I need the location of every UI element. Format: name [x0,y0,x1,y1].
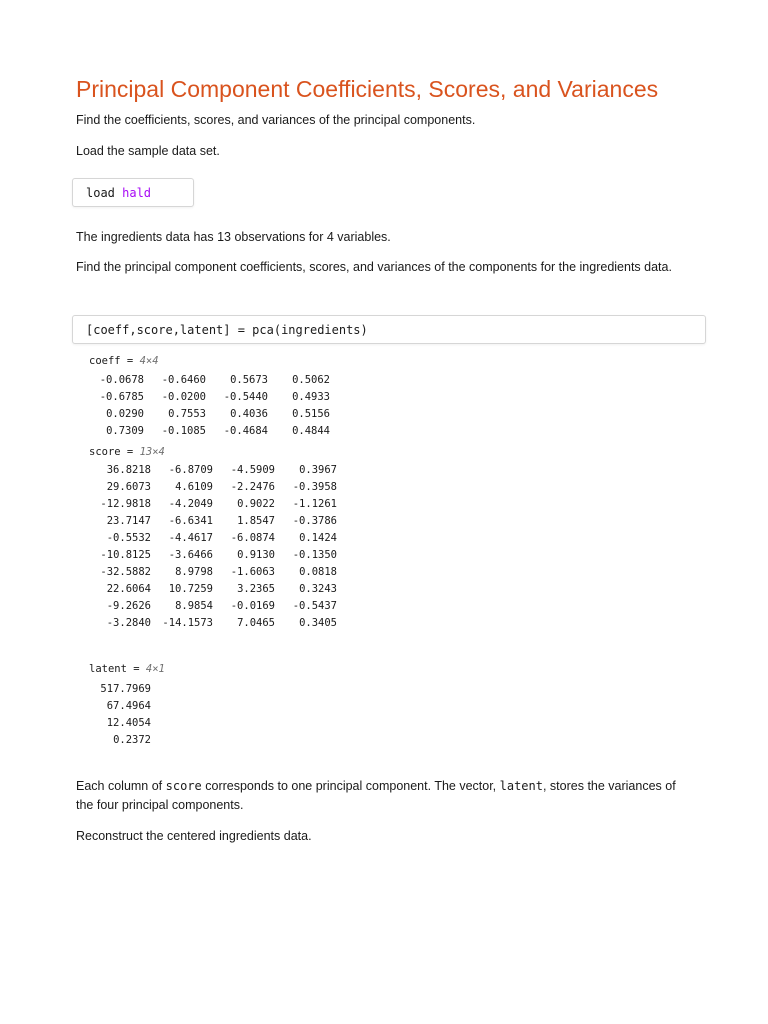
load-argument: hald [122,186,152,200]
coeff-cell: -0.0200 [161,391,206,403]
score-cell: -0.3958 [292,481,337,493]
score-cell: 0.0818 [299,566,337,578]
coeff-label: coeff = [89,355,140,367]
column-text-part2: corresponds to one principal component. The vector, [201,779,500,793]
coeff-cell: -0.4684 [223,425,268,437]
coeff-cell: 0.5156 [292,408,330,420]
column-text-part3: , stores the variances of the four principal components. [76,779,676,812]
score-cell: 0.9022 [237,498,275,510]
score-row [89,513,337,530]
coeff-row [82,372,330,389]
score-cell: -12.9818 [100,498,151,510]
score-inline-code: score [165,779,202,793]
page-title: Principal Component Coefficients, Scores, and Variances [76,76,659,102]
coeff-cell: -0.0678 [99,374,144,386]
score-cell: -6.8709 [168,464,213,476]
coeff-cell: 0.5062 [292,374,330,386]
score-cell: 1.8547 [237,515,275,527]
coeff-output-header [89,355,159,367]
latent-label: latent = [89,663,146,675]
latent-cell: 517.7969 [100,683,151,695]
coeff-cell: 0.5673 [230,374,268,386]
score-cell: 0.3243 [299,583,337,595]
score-cell: 0.3405 [299,617,337,629]
latent-row [89,715,151,732]
coeff-cell: -0.1085 [161,425,206,437]
score-row [89,462,337,479]
score-cell: 3.2365 [237,583,275,595]
score-cell: -10.8125 [100,549,151,561]
load-code-block[interactable] [72,178,194,207]
score-row [89,615,337,632]
intro-text: Find the coefficients, scores, and variances of the principal components. [76,113,476,127]
score-row [89,479,337,496]
latent-row [89,698,151,715]
coeff-row [82,406,330,423]
score-cell: 36.8218 [106,464,151,476]
score-cell: 8.9798 [175,566,213,578]
score-cell: 23.7147 [106,515,151,527]
ingredients-description: The ingredients data has 13 observations for 4 variables. [76,230,391,244]
score-cell: -4.5909 [230,464,275,476]
latent-row [89,732,151,749]
score-row [89,496,337,513]
score-cell: -0.0169 [230,600,275,612]
coeff-cell: 0.0290 [106,408,144,420]
latent-cell: 0.2372 [113,734,151,746]
latent-cell: 67.4964 [106,700,151,712]
score-cell: -4.4617 [168,532,213,544]
score-cell: -0.3786 [292,515,337,527]
score-cell: 8.9854 [175,600,213,612]
score-cell: -0.1350 [292,549,337,561]
coeff-cell: 0.4036 [230,408,268,420]
latent-inline-code: latent [499,779,543,793]
score-cell: -6.6341 [168,515,213,527]
coeff-cell: 0.4933 [292,391,330,403]
score-cell: -3.6466 [168,549,213,561]
column-explanation [76,777,676,815]
coeff-cell: 0.7309 [106,425,144,437]
coeff-cell: -0.6785 [99,391,144,403]
score-cell: 29.6073 [106,481,151,493]
score-row [89,530,337,547]
score-cell: -1.6063 [230,566,275,578]
score-cell: 0.3967 [299,464,337,476]
pca-instruction: Find the principal component coefficients, scores, and variances of the components for the ingredients data. [76,260,672,274]
score-cell: 0.9130 [237,549,275,561]
latent-vector [89,681,151,749]
coeff-cell: -0.6460 [161,374,206,386]
score-cell: -9.2626 [106,600,151,612]
score-cell: -1.1261 [292,498,337,510]
column-text-part1: Each column of [76,779,166,793]
load-command: load [86,186,123,200]
score-cell: -0.5532 [106,532,151,544]
score-cell: -2.2476 [230,481,275,493]
score-cell: -0.5437 [292,600,337,612]
score-cell: -14.1573 [162,617,213,629]
score-dims: 13×4 [139,446,165,458]
coeff-row [82,423,330,440]
load-instruction: Load the sample data set. [76,144,220,158]
pca-code-block[interactable]: [coeff,score,latent] = pca(ingredients) [72,315,706,344]
latent-dims: 4×1 [145,663,165,675]
score-cell: -32.5882 [100,566,151,578]
score-cell: 4.6109 [175,481,213,493]
score-cell: 10.7259 [168,583,213,595]
latent-output-header [89,663,165,675]
score-cell: 0.1424 [299,532,337,544]
coeff-dims: 4×4 [139,355,159,367]
score-label: score = [89,446,140,458]
score-matrix [89,462,337,632]
score-row [89,564,337,581]
score-row [89,547,337,564]
coeff-cell: 0.4844 [292,425,330,437]
coeff-matrix [82,372,330,440]
coeff-row [82,389,330,406]
latent-row [89,681,151,698]
score-cell: 7.0465 [237,617,275,629]
score-cell: -4.2049 [168,498,213,510]
latent-cell: 12.4054 [106,717,151,729]
score-cell: -3.2840 [106,617,151,629]
coeff-cell: 0.7553 [168,408,206,420]
score-cell: 22.6064 [106,583,151,595]
score-row [89,598,337,615]
score-row [89,581,337,598]
score-cell: -6.0874 [230,532,275,544]
score-output-header [89,446,165,458]
reconstruct-instruction: Reconstruct the centered ingredients data. [76,829,312,843]
coeff-cell: -0.5440 [223,391,268,403]
